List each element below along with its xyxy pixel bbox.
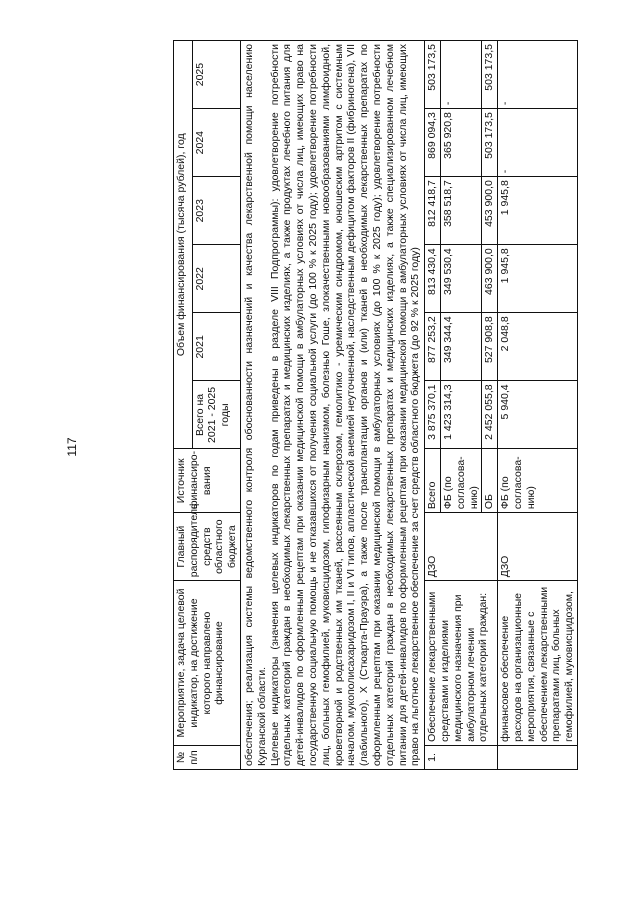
- header-num: № п/п: [174, 745, 241, 769]
- header-measure: Мероприятие, задача целевой индикатор, на достижение которого направлено финансирование: [174, 581, 241, 746]
- row-source: ФБ (по согласова-нию): [440, 449, 481, 513]
- row-2023: 453 900,0: [482, 177, 498, 245]
- row-2021: 349 344,4: [440, 313, 481, 381]
- header-row-1: [174, 41, 193, 770]
- row-2024: -: [498, 109, 578, 177]
- row-2023: 1 945,8: [498, 177, 578, 245]
- header-2021: 2021: [192, 313, 240, 381]
- rotated-table-container: [173, 40, 610, 770]
- row-2025: -: [498, 41, 578, 109]
- intro-row: [240, 41, 424, 770]
- row-total: 1 423 314,3: [440, 381, 481, 449]
- header-volume: Объем финансирования (тысяча рублей), год: [174, 41, 193, 449]
- row-2022: 463 900,0: [482, 245, 498, 313]
- row-2022: 813 430,4: [425, 245, 441, 313]
- row-2025: 503 173,5: [482, 41, 498, 109]
- row-manager: ДЗО: [498, 513, 578, 581]
- row-2021: 877 253,2: [425, 313, 441, 381]
- row-num: 1.: [425, 745, 498, 769]
- task-text: обеспечения; реализация системы ведомственного контроля обоснованности назначений и качества лекарственной помощи населению Курганской области.: [242, 44, 268, 766]
- row-total: 3 875 370,1: [425, 381, 441, 449]
- table-row: [425, 41, 441, 770]
- row-2021: 2 048,8: [498, 313, 578, 381]
- row-source: ОБ: [482, 449, 498, 513]
- financing-table: [173, 40, 578, 770]
- row-2022: 349 530,4: [440, 245, 481, 313]
- header-source: Источник финансиро-вания: [174, 449, 241, 513]
- row-source: ФБ (по согласова-нию): [498, 449, 578, 513]
- row-2024: 365 920,8: [440, 109, 481, 177]
- row-total: 2 452 055,8: [482, 381, 498, 449]
- row-num: [498, 745, 578, 769]
- intro-cell: [240, 41, 424, 770]
- row-manager: ДЗО: [425, 513, 498, 581]
- row-2025: -: [440, 41, 481, 109]
- row-2025: 503 173,5: [425, 41, 441, 109]
- row-2022: 1 945,8: [498, 245, 578, 313]
- header-2023: 2023: [192, 177, 240, 245]
- table-row: [498, 41, 578, 770]
- indicators-text: Целевые индикаторы (значения целевых индикаторов по годам приведены в разделе VIII Подпрограммы): удовлетворение потребности отдельных категорий граждан в необходимых лекарственных препаратах и медицинских изделиях, а также продуктах лечебного питания для детей-инвалидов по оформленным рецептам при оказании медицинской помощи в амбулаторных условиях от числа лиц, имеющих право на государственную социальную помощь и не отказавшихся от получения социальной услуги (до 100 % к 2025 году); удовлетворение потребности лиц, больных гемофилией, муковисцидозом, гипофизарным нанизмом, болезнью Гоше, злокачественными новообразованиями лимфоидной, кроветворной и родственных им тканей, рассеянным склерозом, гемолитико - уремическим синдромом, юношеским артритом с системным началом, мукополисахаридозом I, II и VI типов, апластической анемией неуточненной, наследственным дефицитом факторов II (фибриногена), VII (лабильного), X (Стюарта-Прауэра), а также после трансплантации органов и (или) тканей в необходимых лекарственных препаратах по оформленным рецептам при оказании медицинской помощи в амбулаторных условиях (до 100 % к 2025 году); удовлетворение потребности отдельных категорий граждан в необходимых лекарственных препаратах и медицинских изделиях, а также специализированном лечебном питании для детей-инвалидов по оформленным рецептам при оказании медицинской помощи в амбулаторных условиях от числа лиц, имеющих право на льготное лекарственное обеспечение за счет средств областного бюджета (до 92 % к 2025 году): [268, 44, 422, 766]
- header-total: Всего на 2021 - 2025 годы: [192, 381, 240, 449]
- header-2022: 2022: [192, 245, 240, 313]
- row-2024: 869 094,3: [425, 109, 441, 177]
- rotated-page: [173, 40, 610, 770]
- row-2023: 358 518,7: [440, 177, 481, 245]
- row-2024: 503 173,5: [482, 109, 498, 177]
- row-2023: 812 418,7: [425, 177, 441, 245]
- row-total: 5 940,4: [498, 381, 578, 449]
- header-manager: Главный распорядитель средств областного бюджета: [174, 513, 241, 581]
- row-name: Обеспечение лекарственными средствами и изделиями медицинского назначения при амбулаторном лечении отдельных категорий граждан:: [425, 581, 498, 746]
- row-name: финансовое обеспечение расходов на организационные мероприятия, связанные с обеспечением лекарственными препаратами лиц, больных гемофилией, муковисцидозом,: [498, 581, 578, 746]
- header-2024: 2024: [192, 109, 240, 177]
- page-number: 117: [65, 437, 79, 457]
- row-source: Всего: [425, 449, 441, 513]
- header-2025: 2025: [192, 41, 240, 109]
- row-2021: 527 908,8: [482, 313, 498, 381]
